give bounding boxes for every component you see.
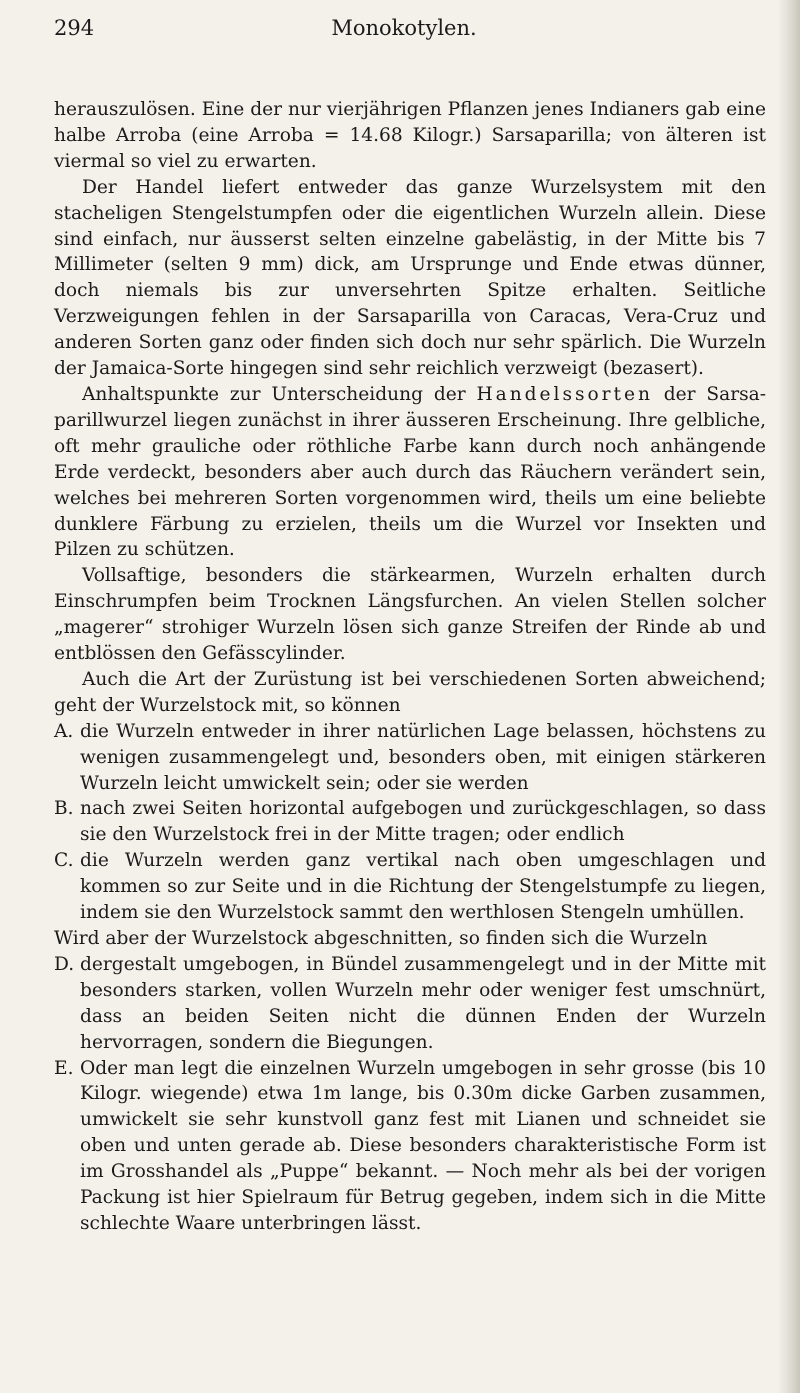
paragraph-3-tail: der Sarsa- bbox=[663, 383, 766, 405]
list-marker: B. bbox=[54, 798, 74, 820]
page-number: 294 bbox=[54, 16, 95, 40]
paragraph-3 bbox=[54, 382, 766, 563]
list-item bbox=[54, 952, 766, 1056]
paragraph-5: Auch die Art der Zurüstung ist bei verschiedenen Sorten abweichend; geht der Wurzelstock mit, so können bbox=[54, 668, 766, 716]
list-text: nach zwei Seiten horizontal aufgebogen und zurückgeschlagen, so dass sie den Wurzelstock frei in der Mitte tragen; oder endlich bbox=[80, 798, 766, 846]
page-header bbox=[54, 16, 754, 46]
list-item bbox=[54, 848, 766, 926]
list-text: Oder man legt die einzelnen Wurzeln umgebogen in sehr grosse (bis 10 Kilogr. wiegende) etwa 1m lange, bis 0.30m dicke Garben zusammen, umwickelt sie sehr kunstvoll ganz fest mit Lianen und schneidet sie oben und unten gerade ab. Diese besonders charakteristische Form ist im Grosshandel als „Puppe“ bekannt. — Noch mehr als bei der vorigen Packung ist hier Spielraum für Betrug gegeben, indem sich in die Mitte schlechte Waare unterbringen lässt. bbox=[80, 1057, 766, 1234]
list-marker: E. bbox=[54, 1057, 74, 1079]
page-edge-shadow bbox=[778, 0, 800, 1393]
paragraph-3-body: parillwurzel liegen zunächst in ihrer äusseren Erscheinung. Ihre gelbliche, oft mehr grauliche oder röthliche Farbe kann durch noch anhängende Erde verdeckt, besonders aber auch durch das Räuchern verändert sein, welches bei mehreren Sorten vorgenommen wird, theils um eine beliebte dunklere Färbung zu erzielen, theils um die Wurzel vor Insekten und Pilzen zu schützen. bbox=[54, 409, 766, 561]
list-marker: D. bbox=[54, 953, 75, 975]
transition-line: Wird aber der Wurzelstock abgeschnitten, so finden sich die Wurzeln bbox=[54, 928, 708, 949]
list-text: die Wurzeln werden ganz vertikal nach oben umgeschlagen und kommen so zur Seite und in die Richtung der Stengelstumpfe zu liegen, indem sie den Wurzelstock sammt den werthlosen Stengeln umhüllen. bbox=[80, 850, 766, 924]
paragraph-3-lead: Anhaltspunkte zur Unterscheidung der bbox=[82, 383, 466, 405]
handelssorten-term: Handelssorten bbox=[476, 383, 653, 405]
body-text bbox=[54, 97, 766, 1237]
paragraph-4: Vollsaftige, besonders die stärkearmen, Wurzeln erhalten durch Einschrumpfen beim Trocknen Längsfurchen. An vielen Stellen solcher „magerer“ strohiger Wurzeln lösen sich ganze Streifen der Rinde ab und entblössen den Gefässcylinder. bbox=[54, 565, 766, 665]
list-item bbox=[54, 1056, 766, 1237]
paragraph-2: Der Handel liefert entweder das ganze Wurzelsystem mit den stacheligen Stengelstumpfen oder die eigentlichen Wurzeln allein. Diese sind einfach, nur äusserst selten einzelne gabelästig, in der Mitte bis 7 Millimeter (selten 9 mm) dick, am Ursprunge und Ende etwas dünner, doch niemals bis zur unversehrten Spitze erhalten. Seitliche Verzweigungen fehlen in der Sarsaparilla von Caracas, Vera-Cruz und anderen Sorten ganz oder finden sich doch nur sehr spärlich. Die Wurzeln der Jamaica-Sorte hingegen sind sehr reichlich verzweigt (bezasert). bbox=[54, 176, 766, 380]
running-title: Monokotylen. bbox=[331, 16, 477, 40]
list-marker: A. bbox=[54, 720, 74, 742]
list-text: die Wurzeln entweder in ihrer natürlichen Lage belassen, höchstens zu wenigen zusammengelegt und, besonders oben, mit einigen stärkeren Wurzeln leicht umwickelt sein; oder sie werden bbox=[80, 720, 766, 794]
list-item bbox=[54, 719, 766, 797]
paragraph-1: herauszulösen. Eine der nur vierjährigen Pflanzen jenes Indianers gab eine halbe Arroba (eine Arroba = 14.68 Kilogr.) Sarsaparilla; von älteren ist viermal so viel zu erwarten. bbox=[54, 99, 766, 172]
list-text: dergestalt umgebogen, in Bündel zusammengelegt und in der Mitte mit besonders starken, vollen Wurzeln mehr oder weniger fest umschnürt, dass an beiden Seiten nicht die dünnen Enden der Wurzeln hervorragen, sondern die Biegungen. bbox=[80, 953, 766, 1053]
list-item bbox=[54, 796, 766, 848]
list-marker: C. bbox=[54, 850, 74, 872]
